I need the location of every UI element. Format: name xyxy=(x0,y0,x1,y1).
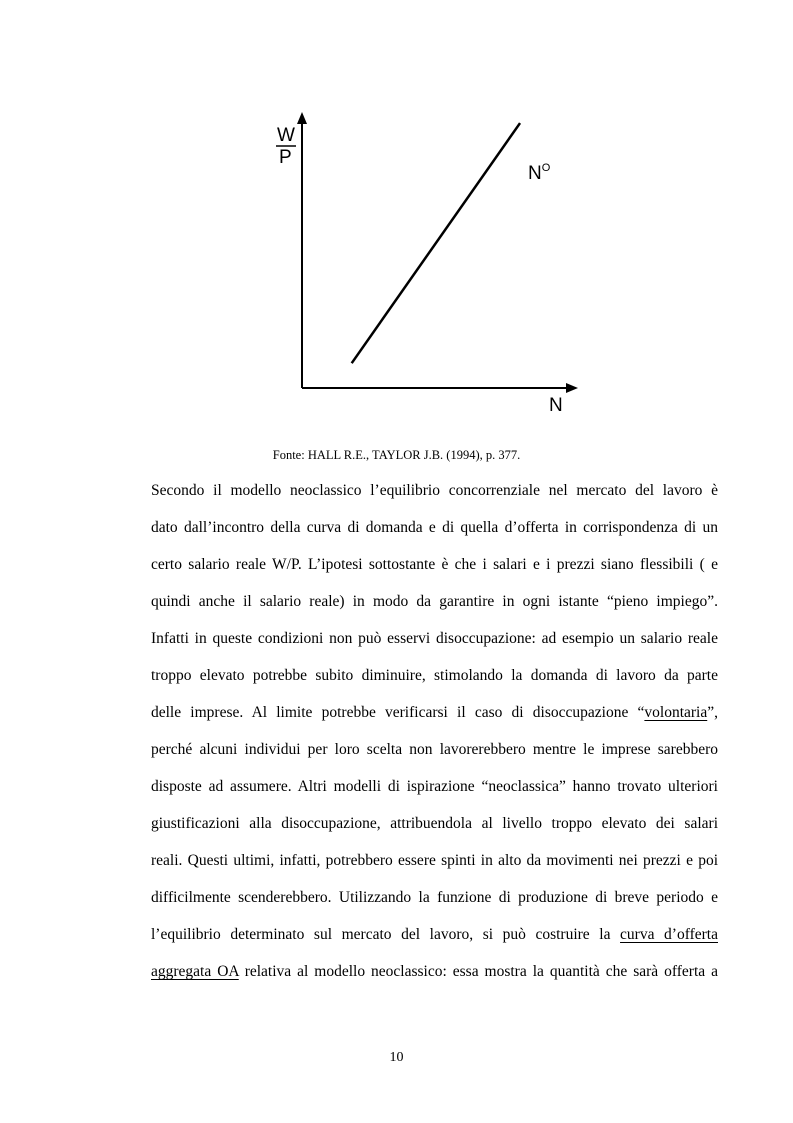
paragraph-line: perché alcuni individui per loro scelta non lavorerebbero mentre le imprese sarebbero xyxy=(151,741,718,758)
paragraph-line: dato dall’incontro della curva di domanda e di quella d’offerta in corrispondenza di un xyxy=(151,519,718,536)
paragraph-line: giustificazioni alla disoccupazione, attribuendola al livello troppo elevato dei salari xyxy=(151,815,718,832)
curve-label: $N^O$ xyxy=(528,162,551,184)
x-axis-label: N xyxy=(549,395,563,416)
glossary-link[interactable]: curva d’offerta xyxy=(620,926,718,943)
line-text: l’equilibrio determinato sul mercato del lavoro, si può costruire la xyxy=(151,926,621,943)
glossary-link[interactable]: volontaria xyxy=(644,704,708,721)
paragraph-line: difficilmente scenderebbero. Utilizzando la funzione di produzione di breve periodo e xyxy=(151,889,718,906)
paragraph-line: reali. Questi ultimi, infatti, potrebbero essere spinti in alto da movimenti nei prezzi e poi xyxy=(151,852,718,869)
line-text: delle imprese. Al limite potrebbe verificarsi il caso di disoccupazione “ xyxy=(151,704,645,721)
y-label-numerator: W xyxy=(277,125,295,146)
x-axis-arrow-icon xyxy=(566,383,578,393)
paragraph-line: Secondo il modello neoclassico l’equilibrio concorrenziale nel mercato del lavoro è xyxy=(151,482,718,499)
paragraph-line: quindi anche il salario reale) in modo da garantire in ogni istante “pieno impiego”. xyxy=(151,593,718,610)
paragraph-line xyxy=(151,953,718,990)
paragraph-line: Infatti in queste condizioni non può esservi disoccupazione: ad esempio un salario reale xyxy=(151,630,718,647)
line-text: ”, xyxy=(707,704,718,721)
y-axis-arrow-icon xyxy=(297,112,307,124)
labour-supply-chart xyxy=(0,0,793,440)
y-label-denominator: P xyxy=(279,147,292,168)
paragraph-line: disposte ad assumere. Altri modelli di ispirazione “neoclassica” hanno trovato ulteriori xyxy=(151,778,718,795)
paragraph-line: troppo elevato potrebbe subito diminuire, stimolando la domanda di lavoro da parte xyxy=(151,667,718,684)
figure-caption: Fonte: HALL R.E., TAYLOR J.B. (1994), p. 377. xyxy=(272,448,521,462)
paragraph-line: certo salario reale W/P. L’ipotesi sottostante è che i salari e i prezzi siano flessibili ( e xyxy=(151,556,718,573)
line-text: relativa al modello neoclassico: essa mostra la quantità che sarà offerta a xyxy=(238,963,718,980)
body-paragraph xyxy=(151,472,718,990)
page-number: 10 xyxy=(389,1050,404,1065)
labour-supply-curve xyxy=(352,123,520,363)
glossary-link[interactable]: aggregata OA xyxy=(151,963,239,980)
labour-supply-figure xyxy=(0,0,793,440)
paragraph-line xyxy=(151,916,718,953)
paragraph-line xyxy=(151,694,718,731)
